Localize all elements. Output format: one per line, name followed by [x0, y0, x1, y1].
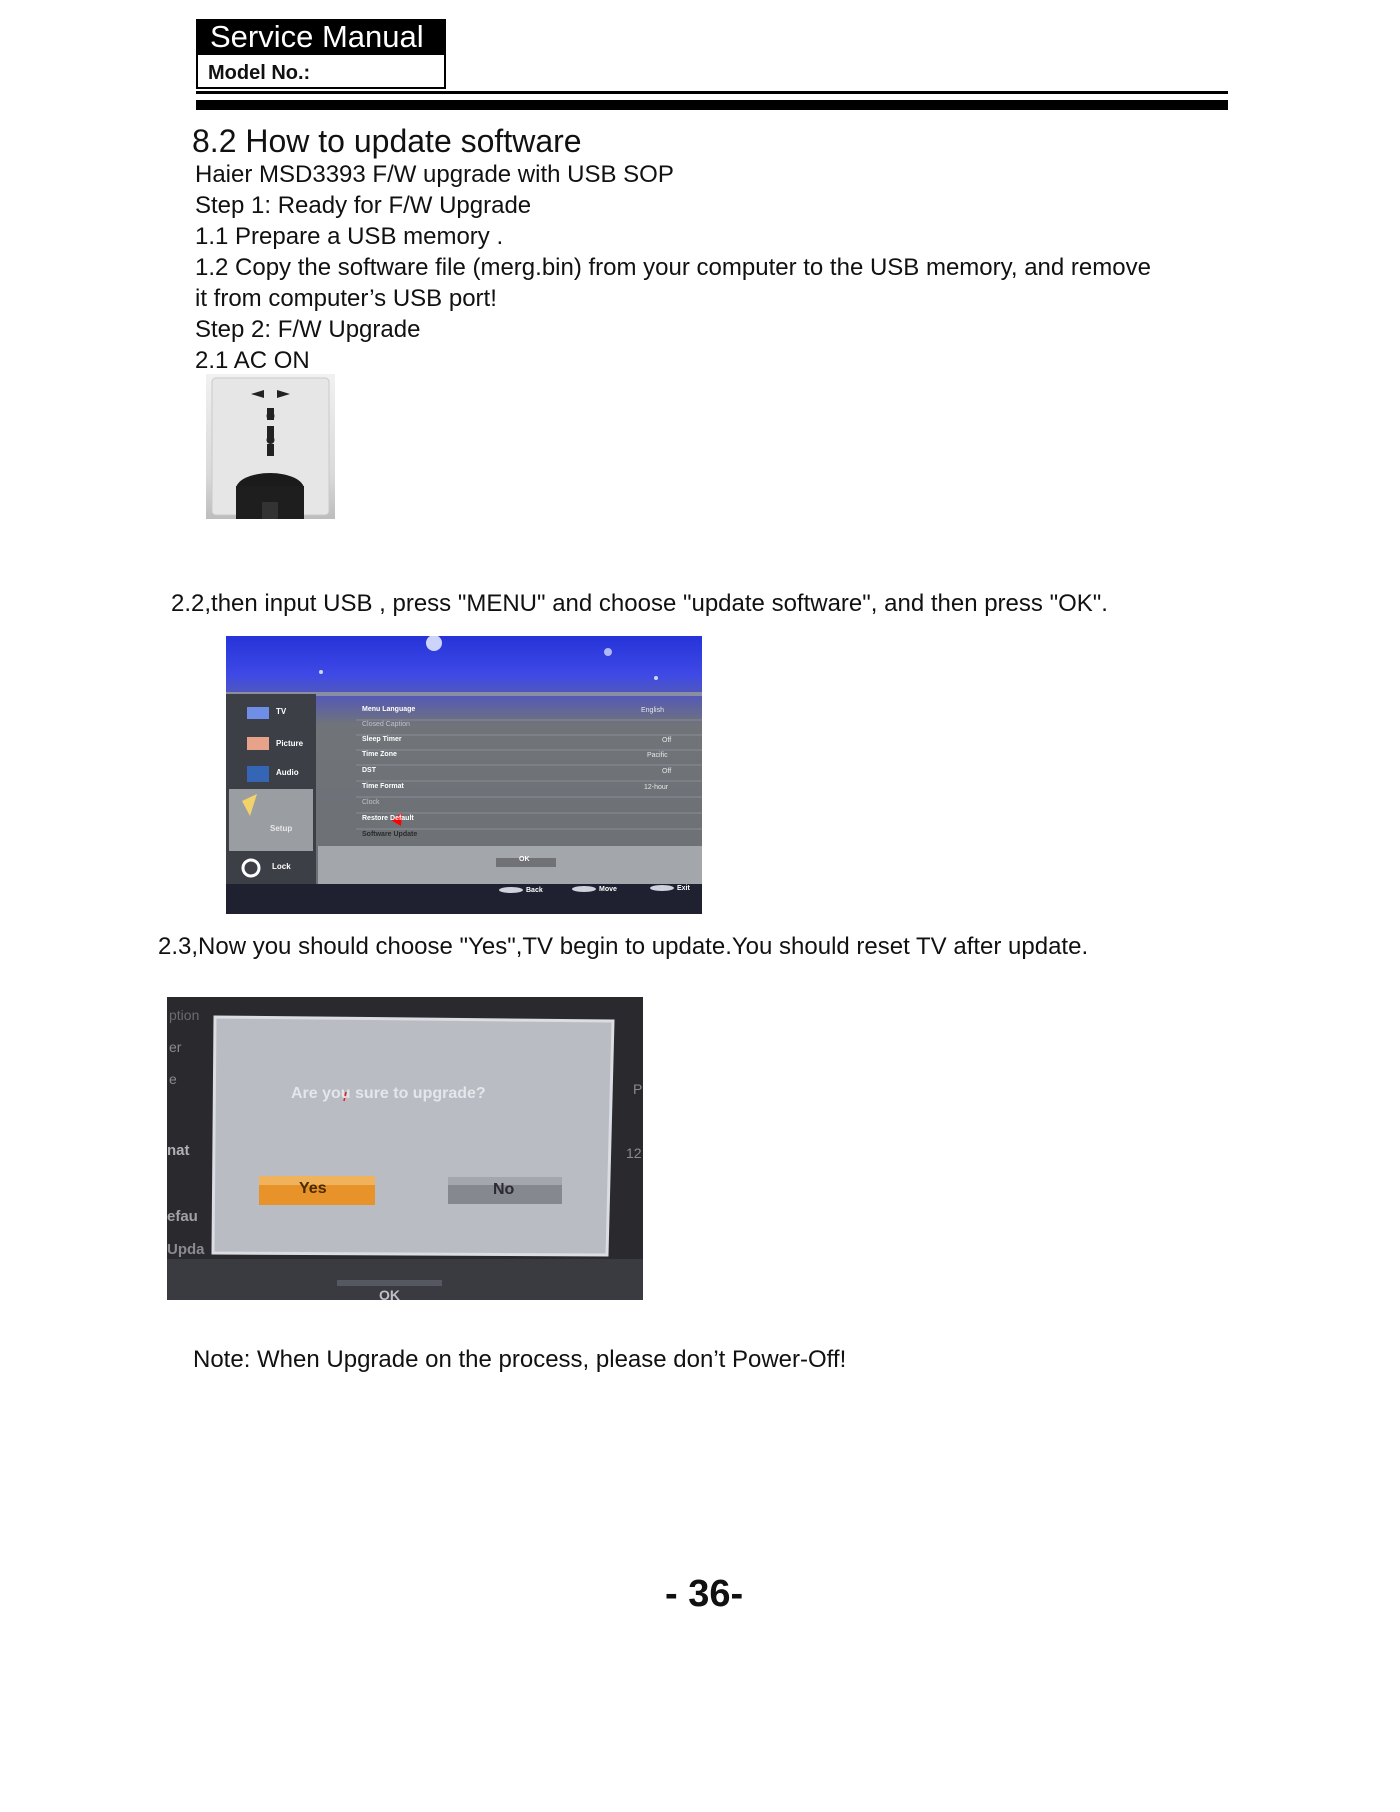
menu-sidebar-lock: Lock	[272, 862, 291, 871]
power-outlet-photo	[206, 374, 335, 519]
menu-item-value: Off	[662, 737, 672, 744]
bg-menu-fragment: er	[169, 1039, 182, 1055]
menu-footer-exit: Exit	[677, 885, 690, 892]
menu-sidebar-setup: Setup	[270, 824, 293, 833]
dialog-no-button: No	[493, 1181, 515, 1198]
bg-menu-fragment: 12	[626, 1145, 642, 1161]
step-1-title: Step 1: Ready for F/W Upgrade	[195, 192, 532, 219]
dialog-question: Are you sure to upgrade?	[291, 1085, 486, 1102]
menu-sidebar-picture: Picture	[276, 739, 304, 748]
menu-item-label: Closed Caption	[362, 721, 410, 728]
step-1-2: 1.2 Copy the software file (merg.bin) from your computer to the USB memory, and remove	[195, 254, 1151, 281]
menu-item-label: Time Zone	[362, 751, 397, 758]
model-number-label: Model No.:	[208, 62, 311, 84]
menu-item-label: Restore Default	[362, 815, 414, 822]
dialog-yes-button: Yes	[299, 1180, 327, 1197]
upgrade-confirm-photo	[167, 997, 643, 1300]
dialog-backdrop	[167, 997, 643, 1300]
bg-menu-fragment: ption	[169, 1007, 200, 1023]
step-1-2-cont: it from computer’s USB port!	[195, 285, 497, 312]
header-rule-thick	[196, 100, 1228, 110]
menu-item-label: Clock	[362, 799, 380, 806]
bg-menu-fragment: e	[169, 1071, 177, 1087]
bg-menu-fragment: efau	[167, 1208, 198, 1225]
power-outlet-drawing	[206, 374, 335, 519]
bg-menu-fragment: Upda	[167, 1241, 205, 1258]
menu-item-label: Sleep Timer	[362, 736, 402, 743]
menu-sidebar-audio: Audio	[276, 768, 299, 777]
bg-ok-fragment: OK	[379, 1287, 400, 1300]
intro-line: Haier MSD3393 F/W upgrade with USB SOP	[195, 161, 674, 188]
step-2-2: 2.2,then input USB , press "MENU" and choose "update software", and then press "OK".	[171, 590, 1108, 617]
header-title: Service Manual	[196, 19, 446, 55]
menu-item-label: Time Format	[362, 783, 404, 790]
menu-ok-button: OK	[519, 856, 530, 863]
page-number: - 36-	[665, 1573, 744, 1615]
menu-item-label: Software Update	[362, 831, 418, 838]
menu-item-value: Pacific	[647, 752, 668, 759]
menu-footer-move: Move	[599, 886, 617, 893]
menu-item-label: DST	[362, 767, 376, 774]
note: Note: When Upgrade on the process, please don’t Power-Off!	[193, 1346, 847, 1373]
tv-setup-menu-photo	[226, 636, 702, 914]
menu-item-label: Menu Language	[362, 706, 416, 713]
step-2-1: 2.1 AC ON	[195, 347, 310, 374]
header-rule-thin	[196, 91, 1228, 94]
menu-footer-back: Back	[526, 887, 543, 894]
menu-sidebar-tv: TV	[276, 707, 287, 716]
step-2-3: 2.3,Now you should choose "Yes",TV begin to update.You should reset TV after update.	[158, 933, 1089, 960]
bg-menu-fragment: P	[633, 1081, 643, 1097]
menu-item-value: 12-hour	[644, 784, 669, 791]
menu-item-value: English	[641, 707, 664, 714]
step-1-1: 1.1 Prepare a USB memory .	[195, 223, 504, 250]
bg-menu-fragment: nat	[167, 1142, 190, 1159]
section-heading: 8.2 How to update software	[192, 123, 582, 159]
step-2-title: Step 2: F/W Upgrade	[195, 316, 421, 343]
menu-item-value: Off	[662, 768, 672, 775]
